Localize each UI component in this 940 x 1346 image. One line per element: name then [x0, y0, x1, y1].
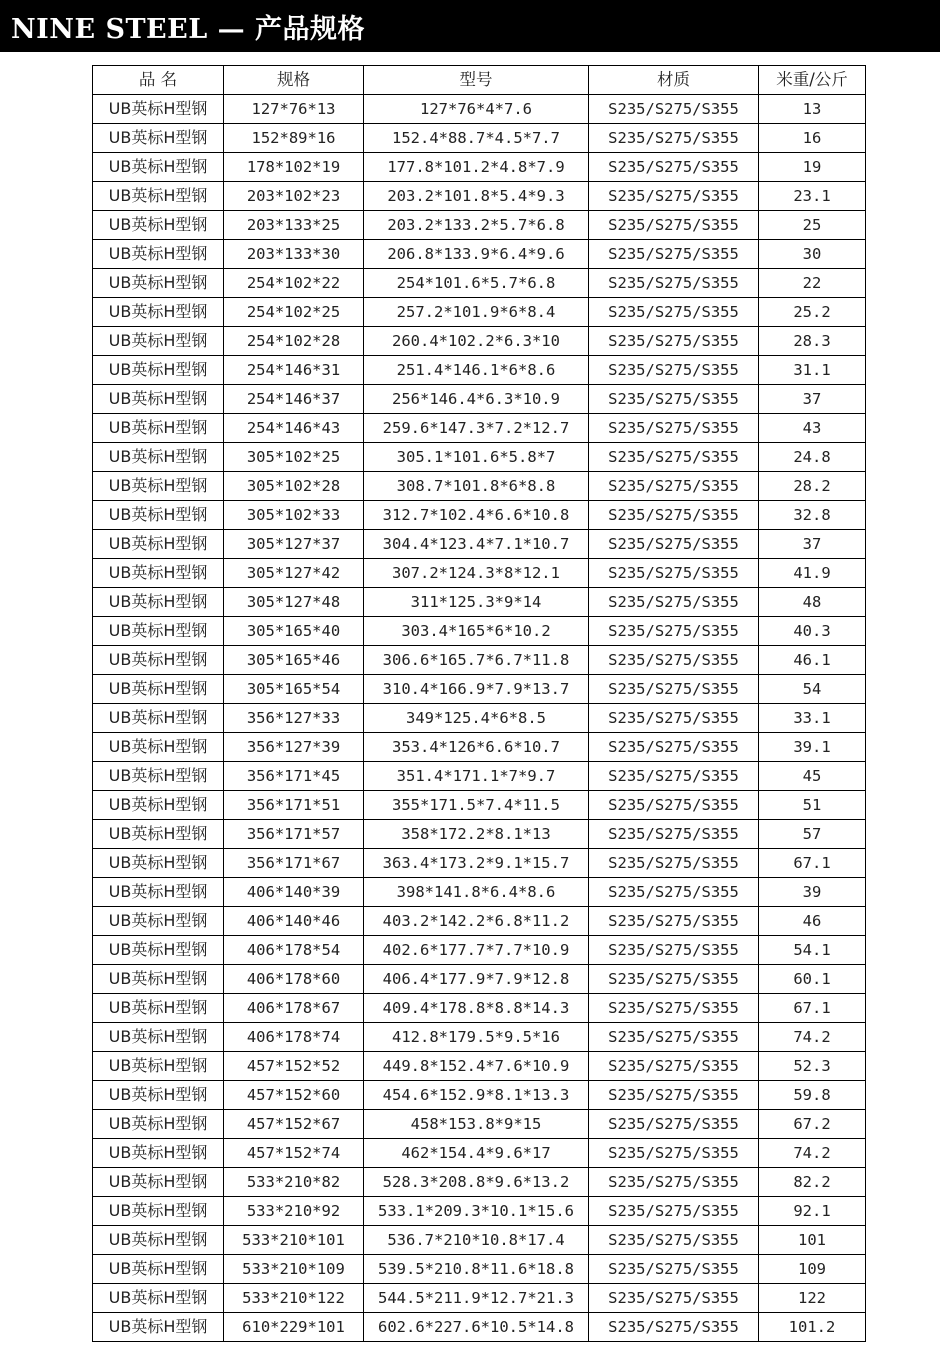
cell-weight: 22	[759, 269, 866, 298]
cell-material: S235/S275/S355	[589, 965, 759, 994]
cell-model: 152.4*88.7*4.5*7.7	[364, 124, 589, 153]
cell-material: S235/S275/S355	[589, 849, 759, 878]
cell-spec: 356*127*39	[224, 733, 364, 762]
cell-model: 533.1*209.3*10.1*15.6	[364, 1197, 589, 1226]
cell-spec: 457*152*52	[224, 1052, 364, 1081]
cell-spec: 305*165*46	[224, 646, 364, 675]
cell-material: S235/S275/S355	[589, 356, 759, 385]
table-row	[93, 1052, 866, 1081]
cell-spec: 305*127*42	[224, 559, 364, 588]
cell-weight: 54.1	[759, 936, 866, 965]
cell-product-name: UB英标H型钢	[93, 1023, 224, 1052]
cell-product-name: UB英标H型钢	[93, 211, 224, 240]
cell-weight: 82.2	[759, 1168, 866, 1197]
table-row	[93, 820, 866, 849]
cell-weight: 57	[759, 820, 866, 849]
column-header-model: 型号	[364, 66, 589, 95]
table-row	[93, 124, 866, 153]
cell-spec: 178*102*19	[224, 153, 364, 182]
cell-weight: 67.1	[759, 994, 866, 1023]
header-bar	[0, 0, 940, 52]
cell-product-name: UB英标H型钢	[93, 501, 224, 530]
cell-product-name: UB英标H型钢	[93, 182, 224, 211]
cell-material: S235/S275/S355	[589, 501, 759, 530]
table-row	[93, 298, 866, 327]
cell-product-name: UB英标H型钢	[93, 443, 224, 472]
cell-weight: 39.1	[759, 733, 866, 762]
cell-model: 304.4*123.4*7.1*10.7	[364, 530, 589, 559]
cell-spec: 406*178*54	[224, 936, 364, 965]
cell-material: S235/S275/S355	[589, 1052, 759, 1081]
cell-material: S235/S275/S355	[589, 936, 759, 965]
cell-model: 206.8*133.9*6.4*9.6	[364, 240, 589, 269]
cell-product-name: UB英标H型钢	[93, 617, 224, 646]
cell-weight: 59.8	[759, 1081, 866, 1110]
cell-spec: 127*76*13	[224, 95, 364, 124]
cell-material: S235/S275/S355	[589, 1226, 759, 1255]
cell-spec: 254*102*28	[224, 327, 364, 356]
cell-model: 358*172.2*8.1*13	[364, 820, 589, 849]
table-row	[93, 153, 866, 182]
cell-product-name: UB英标H型钢	[93, 385, 224, 414]
table-row	[93, 95, 866, 124]
table-row	[93, 617, 866, 646]
cell-weight: 74.2	[759, 1023, 866, 1052]
table-row	[93, 1313, 866, 1342]
cell-product-name: UB英标H型钢	[93, 762, 224, 791]
cell-product-name: UB英标H型钢	[93, 356, 224, 385]
cell-spec: 406*178*74	[224, 1023, 364, 1052]
cell-product-name: UB英标H型钢	[93, 1052, 224, 1081]
cell-spec: 254*146*31	[224, 356, 364, 385]
cell-weight: 51	[759, 791, 866, 820]
cell-weight: 24.8	[759, 443, 866, 472]
cell-product-name: UB英标H型钢	[93, 559, 224, 588]
cell-material: S235/S275/S355	[589, 95, 759, 124]
cell-product-name: UB英标H型钢	[93, 1168, 224, 1197]
cell-model: 403.2*142.2*6.8*11.2	[364, 907, 589, 936]
cell-spec: 533*210*82	[224, 1168, 364, 1197]
table-row	[93, 1226, 866, 1255]
cell-model: 312.7*102.4*6.6*10.8	[364, 501, 589, 530]
cell-spec: 356*171*67	[224, 849, 364, 878]
cell-material: S235/S275/S355	[589, 240, 759, 269]
cell-material: S235/S275/S355	[589, 646, 759, 675]
cell-weight: 33.1	[759, 704, 866, 733]
cell-model: 351.4*171.1*7*9.7	[364, 762, 589, 791]
table-row	[93, 878, 866, 907]
cell-product-name: UB英标H型钢	[93, 994, 224, 1023]
cell-product-name: UB英标H型钢	[93, 965, 224, 994]
cell-product-name: UB英标H型钢	[93, 936, 224, 965]
cell-spec: 305*165*40	[224, 617, 364, 646]
cell-product-name: UB英标H型钢	[93, 733, 224, 762]
cell-product-name: UB英标H型钢	[93, 327, 224, 356]
cell-spec: 254*102*25	[224, 298, 364, 327]
cell-product-name: UB英标H型钢	[93, 472, 224, 501]
cell-material: S235/S275/S355	[589, 269, 759, 298]
table-row	[93, 269, 866, 298]
table-row	[93, 501, 866, 530]
cell-spec: 406*140*39	[224, 878, 364, 907]
cell-material: S235/S275/S355	[589, 762, 759, 791]
cell-material: S235/S275/S355	[589, 1168, 759, 1197]
cell-spec: 254*146*37	[224, 385, 364, 414]
cell-model: 306.6*165.7*6.7*11.8	[364, 646, 589, 675]
cell-model: 449.8*152.4*7.6*10.9	[364, 1052, 589, 1081]
cell-weight: 67.2	[759, 1110, 866, 1139]
cell-material: S235/S275/S355	[589, 820, 759, 849]
cell-model: 398*141.8*6.4*8.6	[364, 878, 589, 907]
cell-spec: 356*171*57	[224, 820, 364, 849]
cell-model: 307.2*124.3*8*12.1	[364, 559, 589, 588]
cell-spec: 457*152*74	[224, 1139, 364, 1168]
cell-spec: 406*178*60	[224, 965, 364, 994]
cell-product-name: UB英标H型钢	[93, 675, 224, 704]
table-row	[93, 762, 866, 791]
cell-model: 254*101.6*5.7*6.8	[364, 269, 589, 298]
cell-weight: 31.1	[759, 356, 866, 385]
cell-weight: 28.3	[759, 327, 866, 356]
column-header-product-name: 品 名	[93, 66, 224, 95]
cell-product-name: UB英标H型钢	[93, 878, 224, 907]
cell-model: 308.7*101.8*6*8.8	[364, 472, 589, 501]
cell-model: 406.4*177.9*7.9*12.8	[364, 965, 589, 994]
cell-product-name: UB英标H型钢	[93, 1226, 224, 1255]
cell-spec: 305*127*48	[224, 588, 364, 617]
cell-spec: 305*165*54	[224, 675, 364, 704]
cell-weight: 32.8	[759, 501, 866, 530]
cell-material: S235/S275/S355	[589, 878, 759, 907]
table-body	[93, 95, 866, 1342]
cell-product-name: UB英标H型钢	[93, 588, 224, 617]
cell-spec: 305*102*25	[224, 443, 364, 472]
cell-weight: 19	[759, 153, 866, 182]
cell-product-name: UB英标H型钢	[93, 240, 224, 269]
cell-weight: 40.3	[759, 617, 866, 646]
cell-material: S235/S275/S355	[589, 153, 759, 182]
cell-model: 127*76*4*7.6	[364, 95, 589, 124]
cell-product-name: UB英标H型钢	[93, 907, 224, 936]
cell-product-name: UB英标H型钢	[93, 1139, 224, 1168]
cell-model: 462*154.4*9.6*17	[364, 1139, 589, 1168]
cell-model: 303.4*165*6*10.2	[364, 617, 589, 646]
cell-spec: 305*102*28	[224, 472, 364, 501]
cell-material: S235/S275/S355	[589, 1023, 759, 1052]
cell-product-name: UB英标H型钢	[93, 153, 224, 182]
cell-weight: 45	[759, 762, 866, 791]
cell-model: 310.4*166.9*7.9*13.7	[364, 675, 589, 704]
cell-model: 363.4*173.2*9.1*15.7	[364, 849, 589, 878]
cell-model: 409.4*178.8*8.8*14.3	[364, 994, 589, 1023]
cell-material: S235/S275/S355	[589, 1081, 759, 1110]
cell-model: 544.5*211.9*12.7*21.3	[364, 1284, 589, 1313]
table-row	[93, 675, 866, 704]
table-row	[93, 1168, 866, 1197]
cell-spec: 203*133*25	[224, 211, 364, 240]
cell-weight: 25.2	[759, 298, 866, 327]
cell-spec: 457*152*60	[224, 1081, 364, 1110]
cell-spec: 406*140*46	[224, 907, 364, 936]
cell-model: 353.4*126*6.6*10.7	[364, 733, 589, 762]
cell-product-name: UB英标H型钢	[93, 849, 224, 878]
cell-material: S235/S275/S355	[589, 1255, 759, 1284]
table-row	[93, 443, 866, 472]
table-row	[93, 1197, 866, 1226]
cell-model: 454.6*152.9*8.1*13.3	[364, 1081, 589, 1110]
cell-product-name: UB英标H型钢	[93, 269, 224, 298]
cell-model: 177.8*101.2*4.8*7.9	[364, 153, 589, 182]
table-row	[93, 530, 866, 559]
cell-spec: 406*178*67	[224, 994, 364, 1023]
cell-weight: 28.2	[759, 472, 866, 501]
table-row	[93, 733, 866, 762]
cell-material: S235/S275/S355	[589, 907, 759, 936]
spec-table	[92, 65, 866, 1342]
cell-model: 203.2*133.2*5.7*6.8	[364, 211, 589, 240]
cell-model: 305.1*101.6*5.8*7	[364, 443, 589, 472]
cell-product-name: UB英标H型钢	[93, 1081, 224, 1110]
table-row	[93, 472, 866, 501]
table-row	[93, 385, 866, 414]
cell-model: 256*146.4*6.3*10.9	[364, 385, 589, 414]
cell-weight: 13	[759, 95, 866, 124]
table-row	[93, 965, 866, 994]
cell-material: S235/S275/S355	[589, 675, 759, 704]
cell-weight: 122	[759, 1284, 866, 1313]
cell-weight: 52.3	[759, 1052, 866, 1081]
table-row	[93, 704, 866, 733]
table-row	[93, 1284, 866, 1313]
cell-model: 602.6*227.6*10.5*14.8	[364, 1313, 589, 1342]
cell-material: S235/S275/S355	[589, 617, 759, 646]
table-row	[93, 559, 866, 588]
table-row	[93, 327, 866, 356]
cell-model: 259.6*147.3*7.2*12.7	[364, 414, 589, 443]
cell-product-name: UB英标H型钢	[93, 1284, 224, 1313]
cell-material: S235/S275/S355	[589, 1197, 759, 1226]
table-row	[93, 414, 866, 443]
cell-model: 257.2*101.9*6*8.4	[364, 298, 589, 327]
table-row	[93, 646, 866, 675]
cell-material: S235/S275/S355	[589, 588, 759, 617]
cell-spec: 356*171*51	[224, 791, 364, 820]
cell-model: 458*153.8*9*15	[364, 1110, 589, 1139]
cell-weight: 30	[759, 240, 866, 269]
cell-weight: 46	[759, 907, 866, 936]
cell-material: S235/S275/S355	[589, 1313, 759, 1342]
cell-material: S235/S275/S355	[589, 385, 759, 414]
table-row	[93, 211, 866, 240]
table-row	[93, 1081, 866, 1110]
table-row	[93, 588, 866, 617]
column-header-weight: 米重/公斤	[759, 66, 866, 95]
cell-spec: 533*210*101	[224, 1226, 364, 1255]
table-row	[93, 1110, 866, 1139]
cell-weight: 25	[759, 211, 866, 240]
cell-model: 412.8*179.5*9.5*16	[364, 1023, 589, 1052]
cell-product-name: UB英标H型钢	[93, 414, 224, 443]
cell-model: 349*125.4*6*8.5	[364, 704, 589, 733]
cell-spec: 533*210*92	[224, 1197, 364, 1226]
column-header-material: 材质	[589, 66, 759, 95]
table-row	[93, 1023, 866, 1052]
cell-product-name: UB英标H型钢	[93, 820, 224, 849]
cell-model: 203.2*101.8*5.4*9.3	[364, 182, 589, 211]
cell-material: S235/S275/S355	[589, 994, 759, 1023]
table-row	[93, 907, 866, 936]
table-header-row	[93, 66, 866, 95]
cell-product-name: UB英标H型钢	[93, 704, 224, 733]
cell-model: 251.4*146.1*6*8.6	[364, 356, 589, 385]
cell-material: S235/S275/S355	[589, 704, 759, 733]
cell-spec: 305*102*33	[224, 501, 364, 530]
cell-spec: 356*171*45	[224, 762, 364, 791]
cell-product-name: UB英标H型钢	[93, 298, 224, 327]
cell-model: 539.5*210.8*11.6*18.8	[364, 1255, 589, 1284]
cell-product-name: UB英标H型钢	[93, 646, 224, 675]
cell-material: S235/S275/S355	[589, 298, 759, 327]
column-header-spec: 规格	[224, 66, 364, 95]
cell-weight: 16	[759, 124, 866, 153]
table-row	[93, 1139, 866, 1168]
cell-weight: 60.1	[759, 965, 866, 994]
cell-model: 536.7*210*10.8*17.4	[364, 1226, 589, 1255]
cell-material: S235/S275/S355	[589, 1284, 759, 1313]
cell-material: S235/S275/S355	[589, 530, 759, 559]
cell-weight: 74.2	[759, 1139, 866, 1168]
cell-spec: 203*102*23	[224, 182, 364, 211]
cell-weight: 48	[759, 588, 866, 617]
cell-product-name: UB英标H型钢	[93, 791, 224, 820]
cell-spec: 203*133*30	[224, 240, 364, 269]
cell-weight: 109	[759, 1255, 866, 1284]
cell-product-name: UB英标H型钢	[93, 530, 224, 559]
cell-weight: 54	[759, 675, 866, 704]
table-row	[93, 994, 866, 1023]
cell-spec: 457*152*67	[224, 1110, 364, 1139]
cell-spec: 305*127*37	[224, 530, 364, 559]
cell-material: S235/S275/S355	[589, 733, 759, 762]
page-title: NINE STEEL — 产品规格	[11, 13, 366, 45]
cell-weight: 101	[759, 1226, 866, 1255]
cell-weight: 46.1	[759, 646, 866, 675]
cell-spec: 610*229*101	[224, 1313, 364, 1342]
cell-spec: 533*210*122	[224, 1284, 364, 1313]
cell-material: S235/S275/S355	[589, 1139, 759, 1168]
cell-product-name: UB英标H型钢	[93, 124, 224, 153]
cell-spec: 533*210*109	[224, 1255, 364, 1284]
cell-weight: 101.2	[759, 1313, 866, 1342]
cell-spec: 254*102*22	[224, 269, 364, 298]
table-row	[93, 849, 866, 878]
cell-product-name: UB英标H型钢	[93, 1255, 224, 1284]
cell-material: S235/S275/S355	[589, 414, 759, 443]
cell-material: S235/S275/S355	[589, 559, 759, 588]
table-row	[93, 1255, 866, 1284]
cell-material: S235/S275/S355	[589, 472, 759, 501]
cell-product-name: UB英标H型钢	[93, 1197, 224, 1226]
cell-product-name: UB英标H型钢	[93, 95, 224, 124]
table-row	[93, 182, 866, 211]
cell-weight: 41.9	[759, 559, 866, 588]
cell-model: 260.4*102.2*6.3*10	[364, 327, 589, 356]
cell-spec: 152*89*16	[224, 124, 364, 153]
cell-material: S235/S275/S355	[589, 182, 759, 211]
cell-material: S235/S275/S355	[589, 327, 759, 356]
cell-material: S235/S275/S355	[589, 1110, 759, 1139]
table-row	[93, 356, 866, 385]
cell-weight: 67.1	[759, 849, 866, 878]
cell-weight: 39	[759, 878, 866, 907]
cell-model: 311*125.3*9*14	[364, 588, 589, 617]
cell-weight: 92.1	[759, 1197, 866, 1226]
cell-weight: 43	[759, 414, 866, 443]
table-row	[93, 240, 866, 269]
cell-material: S235/S275/S355	[589, 791, 759, 820]
cell-product-name: UB英标H型钢	[93, 1313, 224, 1342]
cell-material: S235/S275/S355	[589, 211, 759, 240]
cell-spec: 254*146*43	[224, 414, 364, 443]
cell-product-name: UB英标H型钢	[93, 1110, 224, 1139]
cell-weight: 37	[759, 530, 866, 559]
cell-model: 355*171.5*7.4*11.5	[364, 791, 589, 820]
table-row	[93, 791, 866, 820]
cell-model: 528.3*208.8*9.6*13.2	[364, 1168, 589, 1197]
cell-material: S235/S275/S355	[589, 124, 759, 153]
cell-model: 402.6*177.7*7.7*10.9	[364, 936, 589, 965]
cell-material: S235/S275/S355	[589, 443, 759, 472]
cell-weight: 37	[759, 385, 866, 414]
cell-spec: 356*127*33	[224, 704, 364, 733]
cell-weight: 23.1	[759, 182, 866, 211]
table-row	[93, 936, 866, 965]
